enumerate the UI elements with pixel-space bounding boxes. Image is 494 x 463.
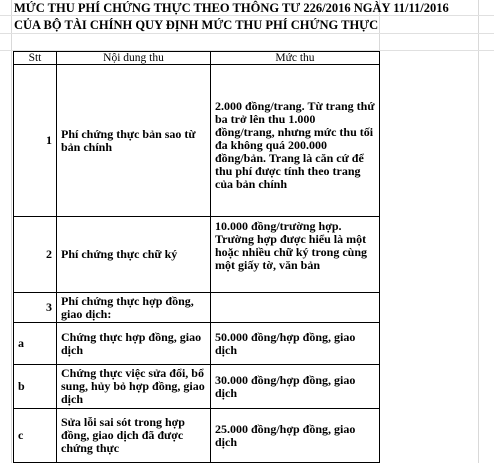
row-content: Chứng thực hợp đồng, giao dịch — [61, 330, 202, 357]
row-content-cell — [57, 293, 211, 323]
gridline — [0, 33, 494, 34]
gridline — [478, 0, 479, 463]
table-row — [14, 323, 380, 365]
row-content-cell — [57, 323, 211, 365]
row-content: Phí chứng thực bản sao từ bản chính — [57, 65, 211, 217]
row-content: Chứng thực việc sửa đổi, bổ sung, hủy bỏ hợp đồng, giao dịch — [61, 367, 205, 406]
row-fee: 25.000 đồng/hợp đồng, giao dịch — [211, 409, 380, 463]
table-row — [14, 365, 380, 409]
table-row — [14, 293, 380, 323]
row-content-cell — [57, 365, 211, 409]
header-content: Nội dung thu — [57, 52, 211, 65]
row-stt: c — [14, 409, 57, 463]
table-row — [14, 65, 380, 217]
row-fee: 30.000 đồng/hợp đồng, giao dịch — [211, 365, 380, 409]
row-stt: b — [14, 365, 57, 409]
row-fee: 50.000 đồng/hợp đồng, giao dịch — [211, 323, 380, 365]
document-title-line-1: MỨC THU PHÍ CHỨNG THỰC THEO THÔNG TƯ 226/2016 NGÀY 11/11/2016 — [14, 1, 449, 15]
row-fee — [211, 293, 380, 323]
row-stt: a — [14, 323, 57, 365]
header-fee: Mức thu — [211, 52, 380, 65]
row-content: Phí chứng thực chữ ký — [57, 217, 211, 293]
header-stt: Stt — [14, 52, 57, 65]
row-fee: 10.000 đồng/trường hợp. Trường hợp được hiểu là một hoặc nhiều chữ ký trong cùng một giấy tờ, văn bản — [215, 219, 368, 272]
table-header-row — [14, 52, 380, 65]
table-row — [14, 217, 380, 293]
row-fee-cell — [211, 217, 380, 293]
gridline — [0, 15, 494, 16]
row-content: Phí chứng thực hợp đồng, giao dịch: — [61, 294, 194, 321]
row-fee: 2.000 đồng/trang. Từ trang thứ ba trở lên thu 1.000 đồng/trang, nhưng mức thu tối đa không quá 200.000 đồng/bản. Trang là căn cứ để thu phí được tính theo trang của bản chính — [211, 65, 380, 217]
row-content: Sửa lỗi sai sót trong hợp đồng, giao dịch đã được chứng thực — [57, 409, 211, 463]
row-stt: 2 — [14, 217, 57, 293]
row-stt: 3 — [14, 293, 57, 323]
gridline — [11, 0, 12, 463]
table-row — [14, 409, 380, 463]
document-title-line-2: CỦA BỘ TÀI CHÍNH QUY ĐỊNH MỨC THU PHÍ CHỨNG THỰC — [14, 18, 379, 32]
fee-table — [13, 51, 380, 463]
row-stt: 1 — [14, 65, 57, 217]
